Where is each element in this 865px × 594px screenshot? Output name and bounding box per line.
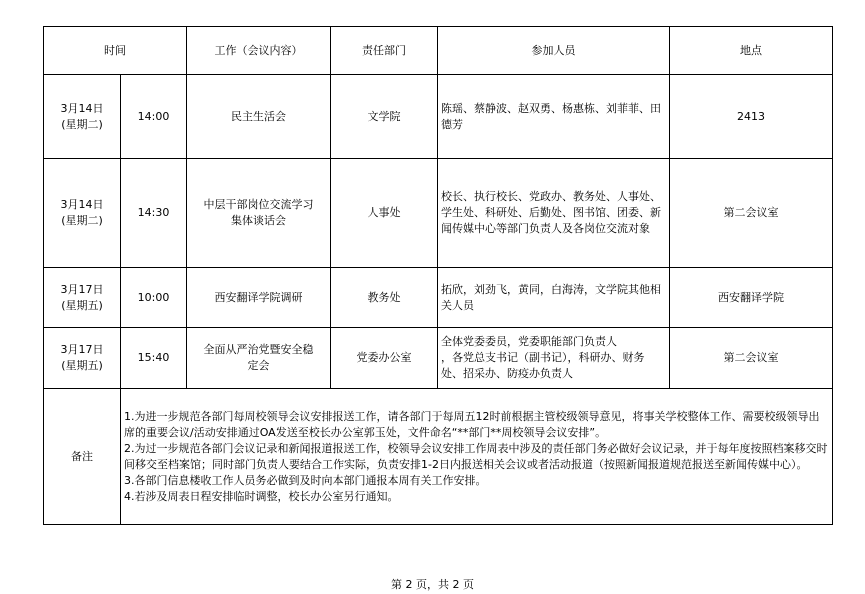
time-cell: 14:30 xyxy=(121,159,187,268)
location-cell: 第二会议室 xyxy=(670,159,833,268)
date-cell xyxy=(44,268,121,328)
notes-label: 备注 xyxy=(44,389,121,525)
work-cell: 全面从严治党暨安全稳定会 xyxy=(187,328,331,389)
participants-cell: 拓欣，刘劲飞，黄同，白海涛，文学院其他相关人员 xyxy=(438,268,670,328)
notes-content xyxy=(121,389,833,525)
header-work: 工作（会议内容） xyxy=(187,27,331,75)
location-cell: 2413 xyxy=(670,75,833,159)
dept-cell: 教务处 xyxy=(331,268,438,328)
header-dept: 责任部门 xyxy=(331,27,438,75)
participants-cell xyxy=(438,328,670,389)
table-row xyxy=(44,328,833,389)
dept-cell: 人事处 xyxy=(331,159,438,268)
note-item: 3.各部门信息楼收工作人员务必做到及时向本部门通报本周有关工作安排。 xyxy=(124,473,487,487)
time-cell: 15:40 xyxy=(121,328,187,389)
table-row xyxy=(44,75,833,159)
date-cell xyxy=(44,328,121,389)
note-item: 2.为过一步规范各部门会议记录和新闻报道报送工作，校领导会议安排工作周表中涉及的责任部门务必做好会议记录，并于每年度按照档案移交时间移交至档案馆；同时部门负责人要结合工作实际，负责安排1-2日内报送相关会议或者活动报道（按照新闻报道规范报送至新闻传媒中心）。 xyxy=(124,441,828,471)
dept-cell: 党委办公室 xyxy=(331,328,438,389)
weekday: (星期五) xyxy=(61,359,103,372)
header-participants: 参加人员 xyxy=(438,27,670,75)
date: 3月17日 xyxy=(60,343,104,356)
dept-cell: 文学院 xyxy=(331,75,438,159)
participants-cell: 校长、执行校长、党政办、教务处、人事处、学生处、科研处、后勤处、图书馆、团委、新闻传媒中心等部门负责人及各岗位交流对象 xyxy=(438,159,670,268)
date: 3月14日 xyxy=(60,101,104,115)
date-cell xyxy=(44,75,121,159)
notes-row xyxy=(44,389,833,525)
work-cell: 中层干部岗位交流学习集体谈话会 xyxy=(187,159,331,268)
date: 3月17日 xyxy=(60,282,104,296)
note-item: 4.若涉及周表日程安排临时调整，校长办公室另行通知。 xyxy=(124,489,399,503)
participants-line: 全体党委委员，党委职能部门负责人 xyxy=(441,335,617,348)
page-footer: 第 2 页，共 2 页 xyxy=(391,578,474,591)
date-cell xyxy=(44,159,121,268)
schedule-table xyxy=(43,26,833,525)
weekday: (星期五) xyxy=(61,298,103,312)
time-cell: 14:00 xyxy=(121,75,187,159)
location-cell: 第二会议室 xyxy=(670,328,833,389)
header-location: 地点 xyxy=(670,27,833,75)
table-row xyxy=(44,159,833,268)
date: 3月14日 xyxy=(60,198,104,211)
weekday: (星期二) xyxy=(61,214,103,227)
location-cell: 西安翻译学院 xyxy=(670,268,833,328)
participants-line: ，各党总支书记（副书记），科研办、财务处、招采办、防疫办负责人 xyxy=(441,351,645,380)
work-cell: 西安翻译学院调研 xyxy=(187,268,331,328)
header-time: 时间 xyxy=(44,27,187,75)
note-item: 1.为进一步规范各部门每周校领导会议安排报送工作，请各部门于每周五12时前根据主管校级领导意见，将事关学校整体工作、需要校级领导出席的重要会议/活动安排通过OA发送至校长办公室郭玉处，文件命名“**部门**周校领导会议安排”。 xyxy=(124,409,820,439)
time-cell: 10:00 xyxy=(121,268,187,328)
work-cell: 民主生活会 xyxy=(187,75,331,159)
weekday: (星期二) xyxy=(61,117,103,131)
table-row xyxy=(44,268,833,328)
participants-cell: 陈瑶、蔡静波、赵双勇、杨惠栋、刘菲菲、田德芳 xyxy=(438,75,670,159)
table-header-row xyxy=(44,27,833,75)
